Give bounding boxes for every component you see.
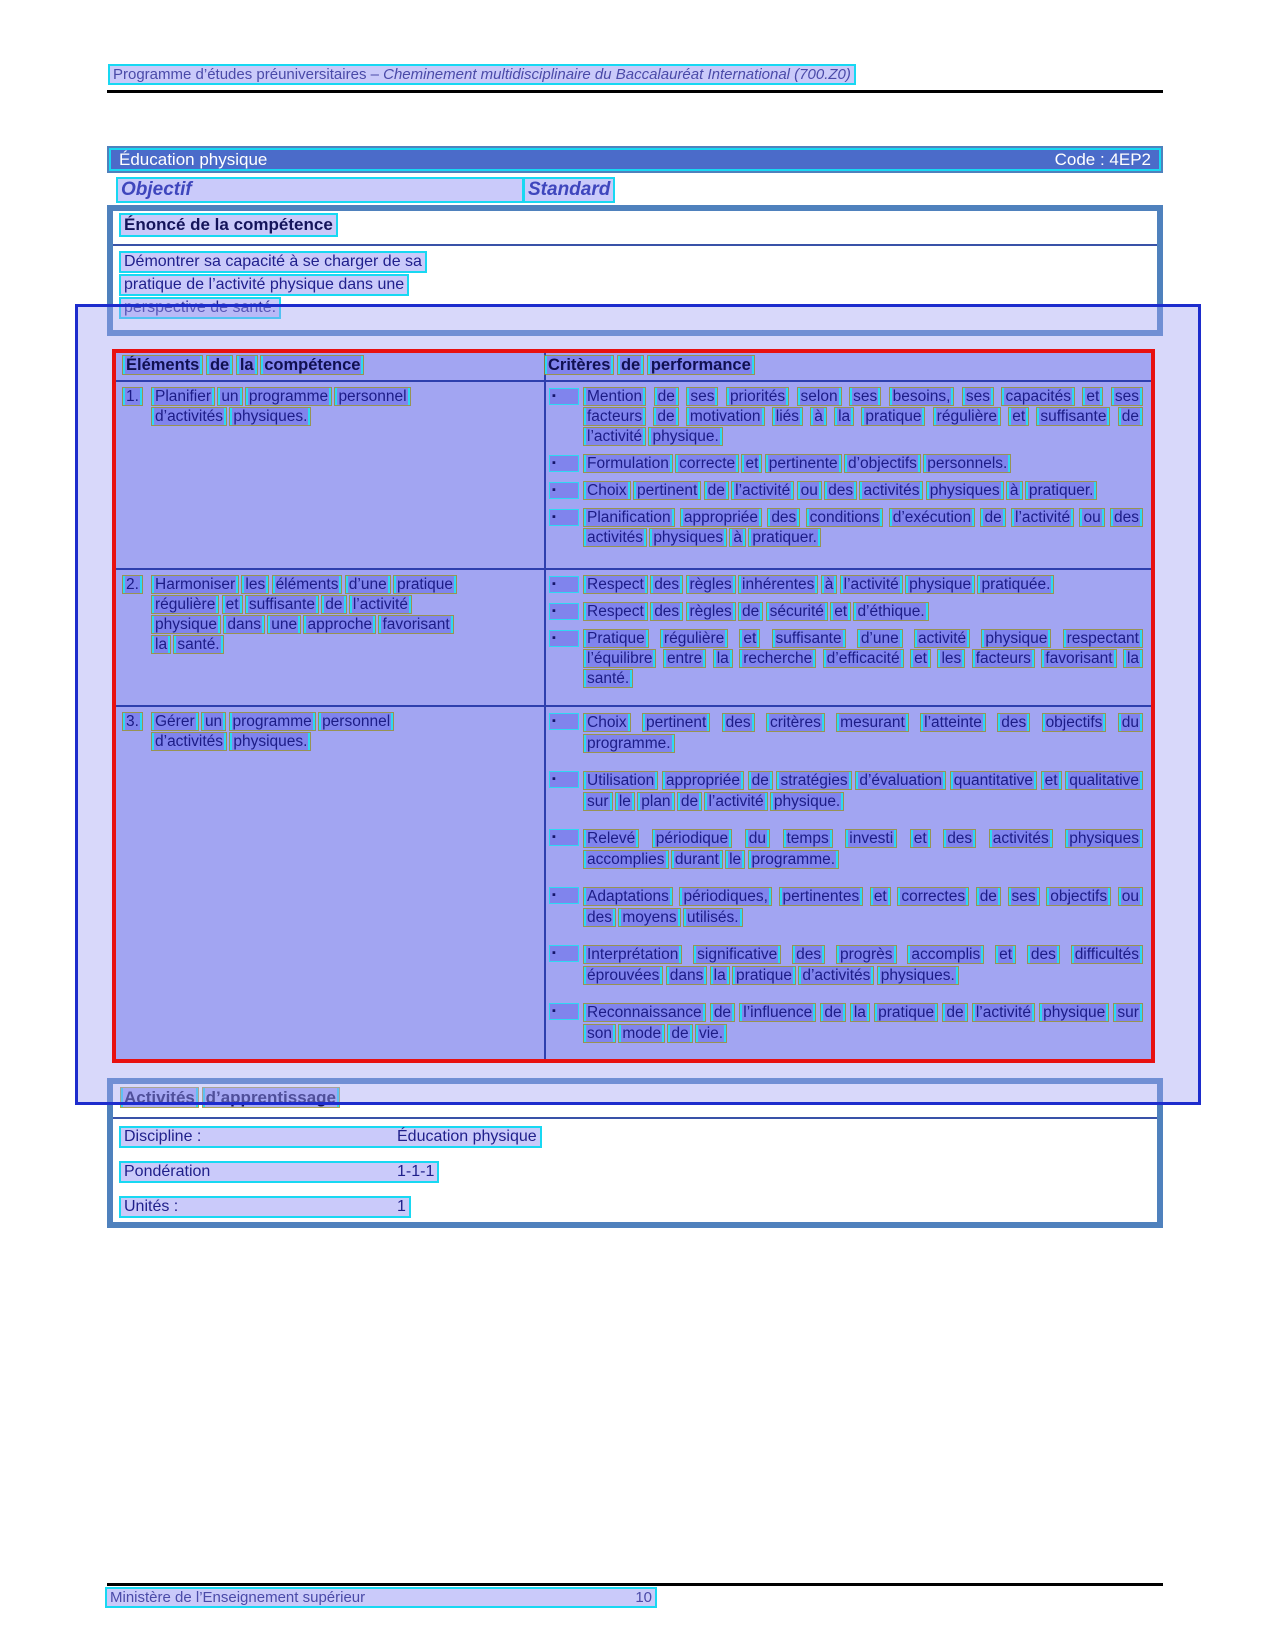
- course-title: Éducation physique: [119, 149, 268, 169]
- footer-rule: [107, 1583, 1163, 1586]
- bullet-icon: ▪: [549, 576, 579, 593]
- unites-label: Unités :: [124, 1198, 179, 1215]
- unites-value: 1: [397, 1198, 406, 1215]
- criterion-text: Reconnaissance de l’influence de la pratique de l’activité physique sur son mode de vie.: [584, 1002, 1142, 1044]
- table-header-rule: [116, 380, 1151, 382]
- criterion-item: [549, 508, 1149, 548]
- criterion-item: [549, 944, 1149, 986]
- discipline-value: Éducation physique: [397, 1128, 537, 1145]
- competence-table: [112, 349, 1155, 1063]
- bullet-icon: ▪: [549, 829, 579, 846]
- table-row-element-1: [123, 387, 463, 427]
- enonce-text-line: perspective de santé.: [121, 299, 279, 317]
- table-row-rule: [116, 705, 1151, 707]
- activites-heading: Activités d’apprentissage: [121, 1088, 339, 1108]
- standard-label: Standard: [525, 179, 613, 201]
- criterion-item: [549, 629, 1149, 689]
- activites-separator: [113, 1117, 1157, 1119]
- criterion-text: Respect des règles de sécurité et d’éthique.: [584, 602, 1142, 622]
- table-row-rule: [116, 568, 1151, 570]
- criterion-item: [549, 454, 1149, 474]
- criterion-item: [549, 1002, 1149, 1044]
- discipline-row: [121, 1128, 540, 1146]
- bullet-icon: ▪: [549, 713, 579, 730]
- criterion-text: Relevé périodique du temps investi et des activités physiques accomplies durant le programme.: [584, 828, 1142, 870]
- criterion-text: Interprétation significative des progrès accomplis et des difficultés éprouvées dans la pratique d’activités physiques.: [584, 944, 1142, 986]
- table-row-criteria-2: [549, 575, 1149, 696]
- enonce-text-line: Démontrer sa capacité à se charger de sa: [121, 253, 425, 271]
- element-number: 1.: [123, 387, 152, 427]
- criterion-item: [549, 575, 1149, 595]
- criterion-text: Utilisation appropriée de stratégies d’évaluation quantitative et qualitative sur le plan de l’activité physique.: [584, 770, 1142, 812]
- criterion-text: Mention de ses priorités selon ses besoins, ses capacités et ses facteurs de motivation liés à la pratique régulière et suffisante de l’activité physique.: [584, 387, 1142, 447]
- enonce-separator: [113, 244, 1157, 246]
- ponderation-label: Pondération: [124, 1163, 211, 1180]
- course-code: Code : 4EP2: [1054, 149, 1151, 169]
- table-row-criteria-3: [549, 712, 1149, 1060]
- enonce-text-line: pratique de l’activité physique dans une: [121, 276, 407, 294]
- ponderation-value: 1-1-1: [397, 1163, 435, 1180]
- bullet-icon: ▪: [549, 388, 579, 405]
- criterion-text: Choix pertinent des critères mesurant l’atteinte des objectifs du programme.: [584, 712, 1142, 754]
- running-header: [110, 66, 854, 83]
- activites-section: [107, 1078, 1163, 1228]
- bullet-icon: ▪: [549, 455, 579, 472]
- criterion-item: [549, 712, 1149, 754]
- bullet-icon: ▪: [549, 630, 579, 647]
- bullet-icon: ▪: [549, 771, 579, 788]
- element-number: 2.: [123, 575, 152, 655]
- course-title-bar: [107, 146, 1163, 173]
- criterion-text: Adaptations périodiques, pertinentes et correctes de ses objectifs ou des moyens utilisés.: [584, 886, 1142, 928]
- criterion-item: [549, 770, 1149, 812]
- enonce-heading: Énoncé de la compétence: [121, 215, 336, 235]
- criterion-item: [549, 886, 1149, 928]
- unites-row: [121, 1198, 409, 1216]
- objectif-label: Objectif: [118, 179, 522, 201]
- header-rule: [107, 90, 1163, 93]
- table-header-elements: Éléments de la compétence: [123, 356, 363, 375]
- table-row-element-3: [123, 712, 463, 752]
- criterion-text: Planification appropriée des conditions d’exécution de l’activité ou des activités physiques à pratiquer.: [584, 508, 1142, 548]
- table-row-element-2: [123, 575, 463, 655]
- bullet-icon: ▪: [549, 1003, 579, 1020]
- element-text: Planifier un programme personnel d’activités physiques.: [152, 387, 457, 427]
- element-text: Gérer un programme personnel d’activités physiques.: [152, 712, 457, 752]
- criterion-text: Choix pertinent de l’activité ou des activités physiques à pratiquer.: [584, 481, 1142, 501]
- bullet-icon: ▪: [549, 509, 579, 526]
- criterion-item: [549, 828, 1149, 870]
- running-header-regular: Programme d’études préuniversitaires –: [113, 66, 384, 83]
- course-title-bar-highlight: [109, 148, 1161, 171]
- page-footer: [107, 1589, 655, 1606]
- criterion-item: [549, 602, 1149, 622]
- bullet-icon: ▪: [549, 945, 579, 962]
- footer-ministry: Ministère de l’Enseignement supérieur: [110, 1589, 366, 1606]
- table-header-criteres: Critères de performance: [545, 356, 754, 375]
- bullet-icon: ▪: [549, 603, 579, 620]
- ponderation-row: [121, 1163, 437, 1181]
- criterion-text: Pratique régulière et suffisante d’une activité physique respectant l’équilibre entre la recherche d’efficacité et les facteurs favorisant la santé.: [584, 629, 1142, 689]
- criterion-item: [549, 481, 1149, 501]
- element-number: 3.: [123, 712, 152, 752]
- table-row-criteria-1: [549, 387, 1149, 555]
- criterion-text: Respect des règles inhérentes à l’activité physique pratiquée.: [584, 575, 1142, 595]
- enonce-section: [107, 205, 1163, 336]
- element-text: Harmoniser les éléments d’une pratique régulière et suffisante de l’activité physique dans une approche favorisant la santé.: [152, 575, 457, 655]
- bullet-icon: ▪: [549, 482, 579, 499]
- criterion-text: Formulation correcte et pertinente d’objectifs personnels.: [584, 454, 1142, 474]
- criterion-item: [549, 387, 1149, 447]
- discipline-label: Discipline :: [124, 1128, 202, 1145]
- footer-page-number: 10: [635, 1589, 652, 1606]
- running-header-italic: Cheminement multidisciplinaire du Baccalauréat International (700.Z0): [383, 66, 851, 83]
- bullet-icon: ▪: [549, 887, 579, 904]
